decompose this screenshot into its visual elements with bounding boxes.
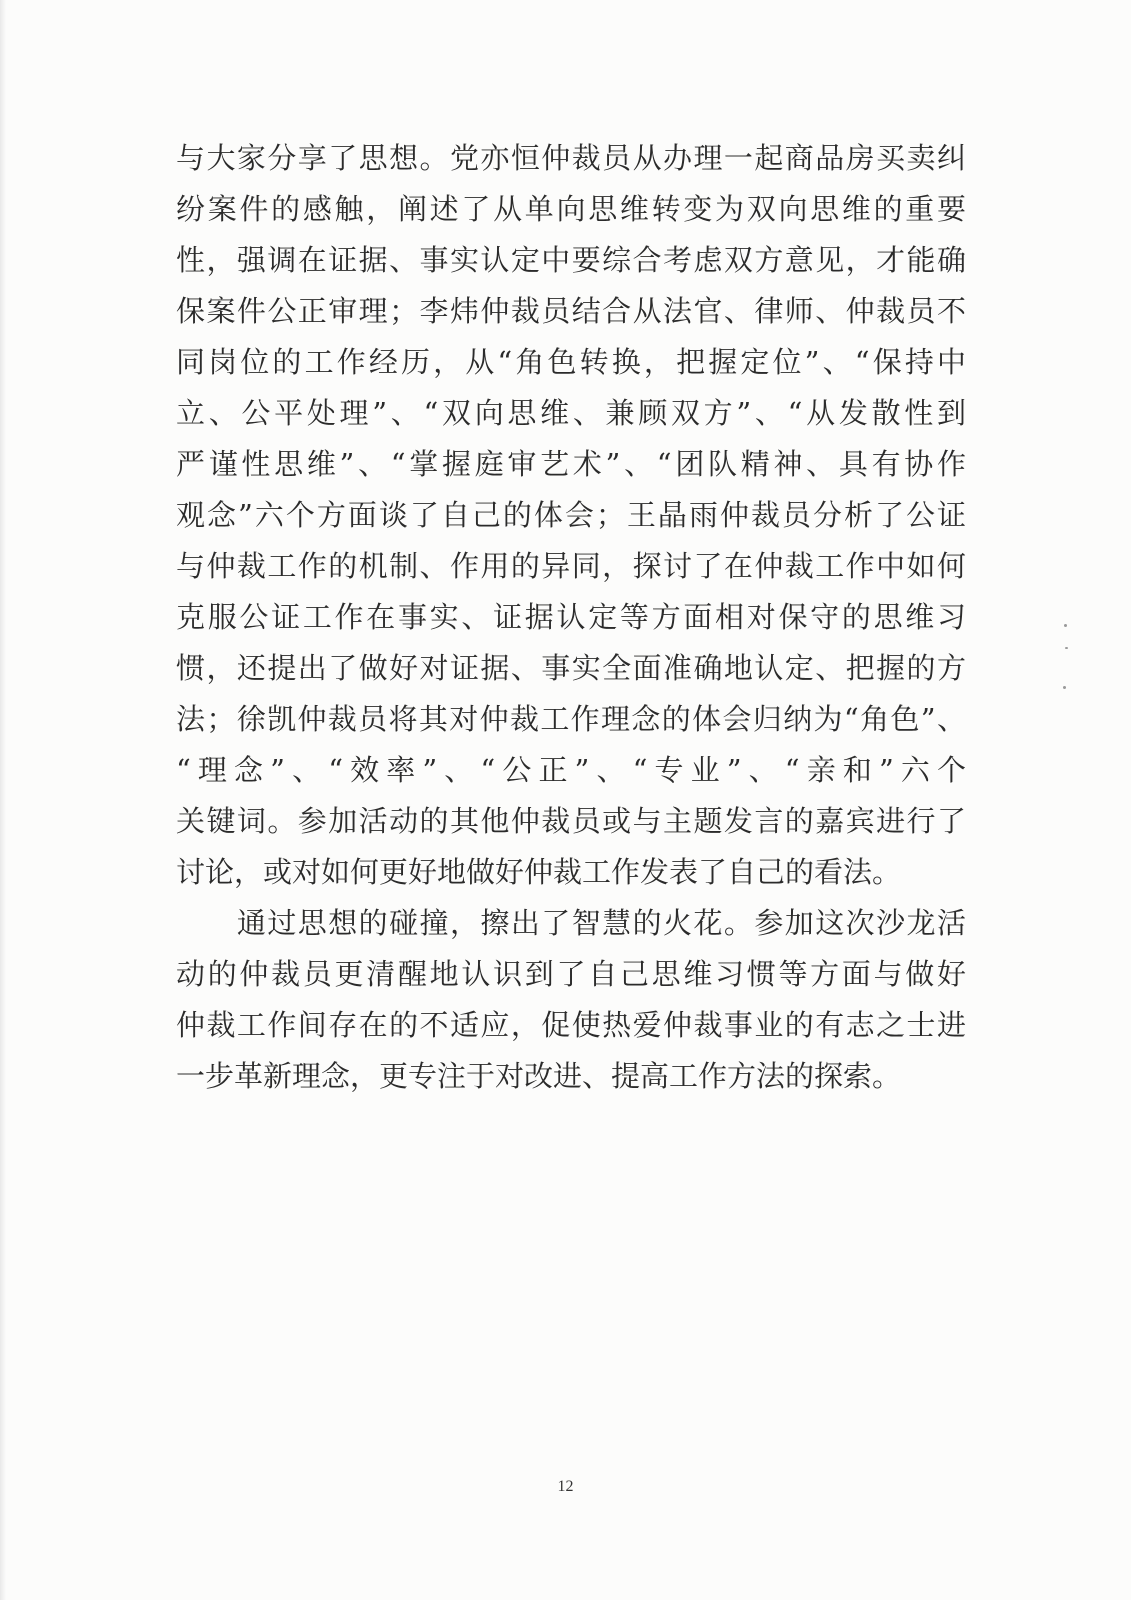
text-line: 保案件公正审理；李炜仲裁员结合从法官、律师、仲裁员不 [176,294,966,328]
scan-speck [1064,624,1067,627]
text-line: 动的仲裁员更清醒地认识到了自己思维习惯等方面与做好 [176,957,966,991]
text-line: 同岗位的工作经历，从“角色转换，把握定位”、“保持中 [176,345,966,379]
text-line: 讨论，或对如何更好地做好仲裁工作发表了自己的看法。 [176,855,902,889]
page-number: 12 [557,1478,574,1495]
text-line: 惯，还提出了做好对证据、事实全面准确地认定、把握的方 [176,651,966,685]
scan-speck [1065,647,1068,649]
text-line: 仲裁工作间存在的不适应，促使热爱仲裁事业的有志之士进 [176,1008,966,1042]
text-line: 法；徐凯仲裁员将其对仲裁工作理念的体会归纳为“角色”、 [176,702,966,736]
text-line: 观念”六个方面谈了自己的体会；王晶雨仲裁员分析了公证 [176,498,966,532]
scan-edge-shadow [0,0,6,1600]
text-line: “理念”、“效率”、“公正”、“专业”、“亲和”六个 [176,753,966,787]
text-line: 与仲裁工作的机制、作用的异同，探讨了在仲裁工作中如何 [176,549,966,583]
text-line: 严谨性思维”、“掌握庭审艺术”、“团队精神、具有协作 [176,447,966,481]
text-line: 一步革新理念，更专注于对改进、提高工作方法的探索。 [176,1059,902,1093]
text-line: 通过思想的碰撞，擦出了智慧的火花。参加这次沙龙活 [176,906,966,940]
text-line: 纷案件的感触，阐述了从单向思维转变为双向思维的重要 [176,192,966,226]
text-line: 克服公证工作在事实、证据认定等方面相对保守的思维习 [176,600,966,634]
body-text [176,133,966,1102]
scan-speck [1063,686,1066,689]
text-line: 立、公平处理”、“双向思维、兼顾双方”、“从发散性到 [176,396,966,430]
text-line: 关键词。参加活动的其他仲裁员或与主题发言的嘉宾进行了 [176,804,966,838]
text-line: 性，强调在证据、事实认定中要综合考虑双方意见，才能确 [176,243,966,277]
text-line: 与大家分享了思想。党亦恒仲裁员从办理一起商品房买卖纠 [176,141,966,175]
